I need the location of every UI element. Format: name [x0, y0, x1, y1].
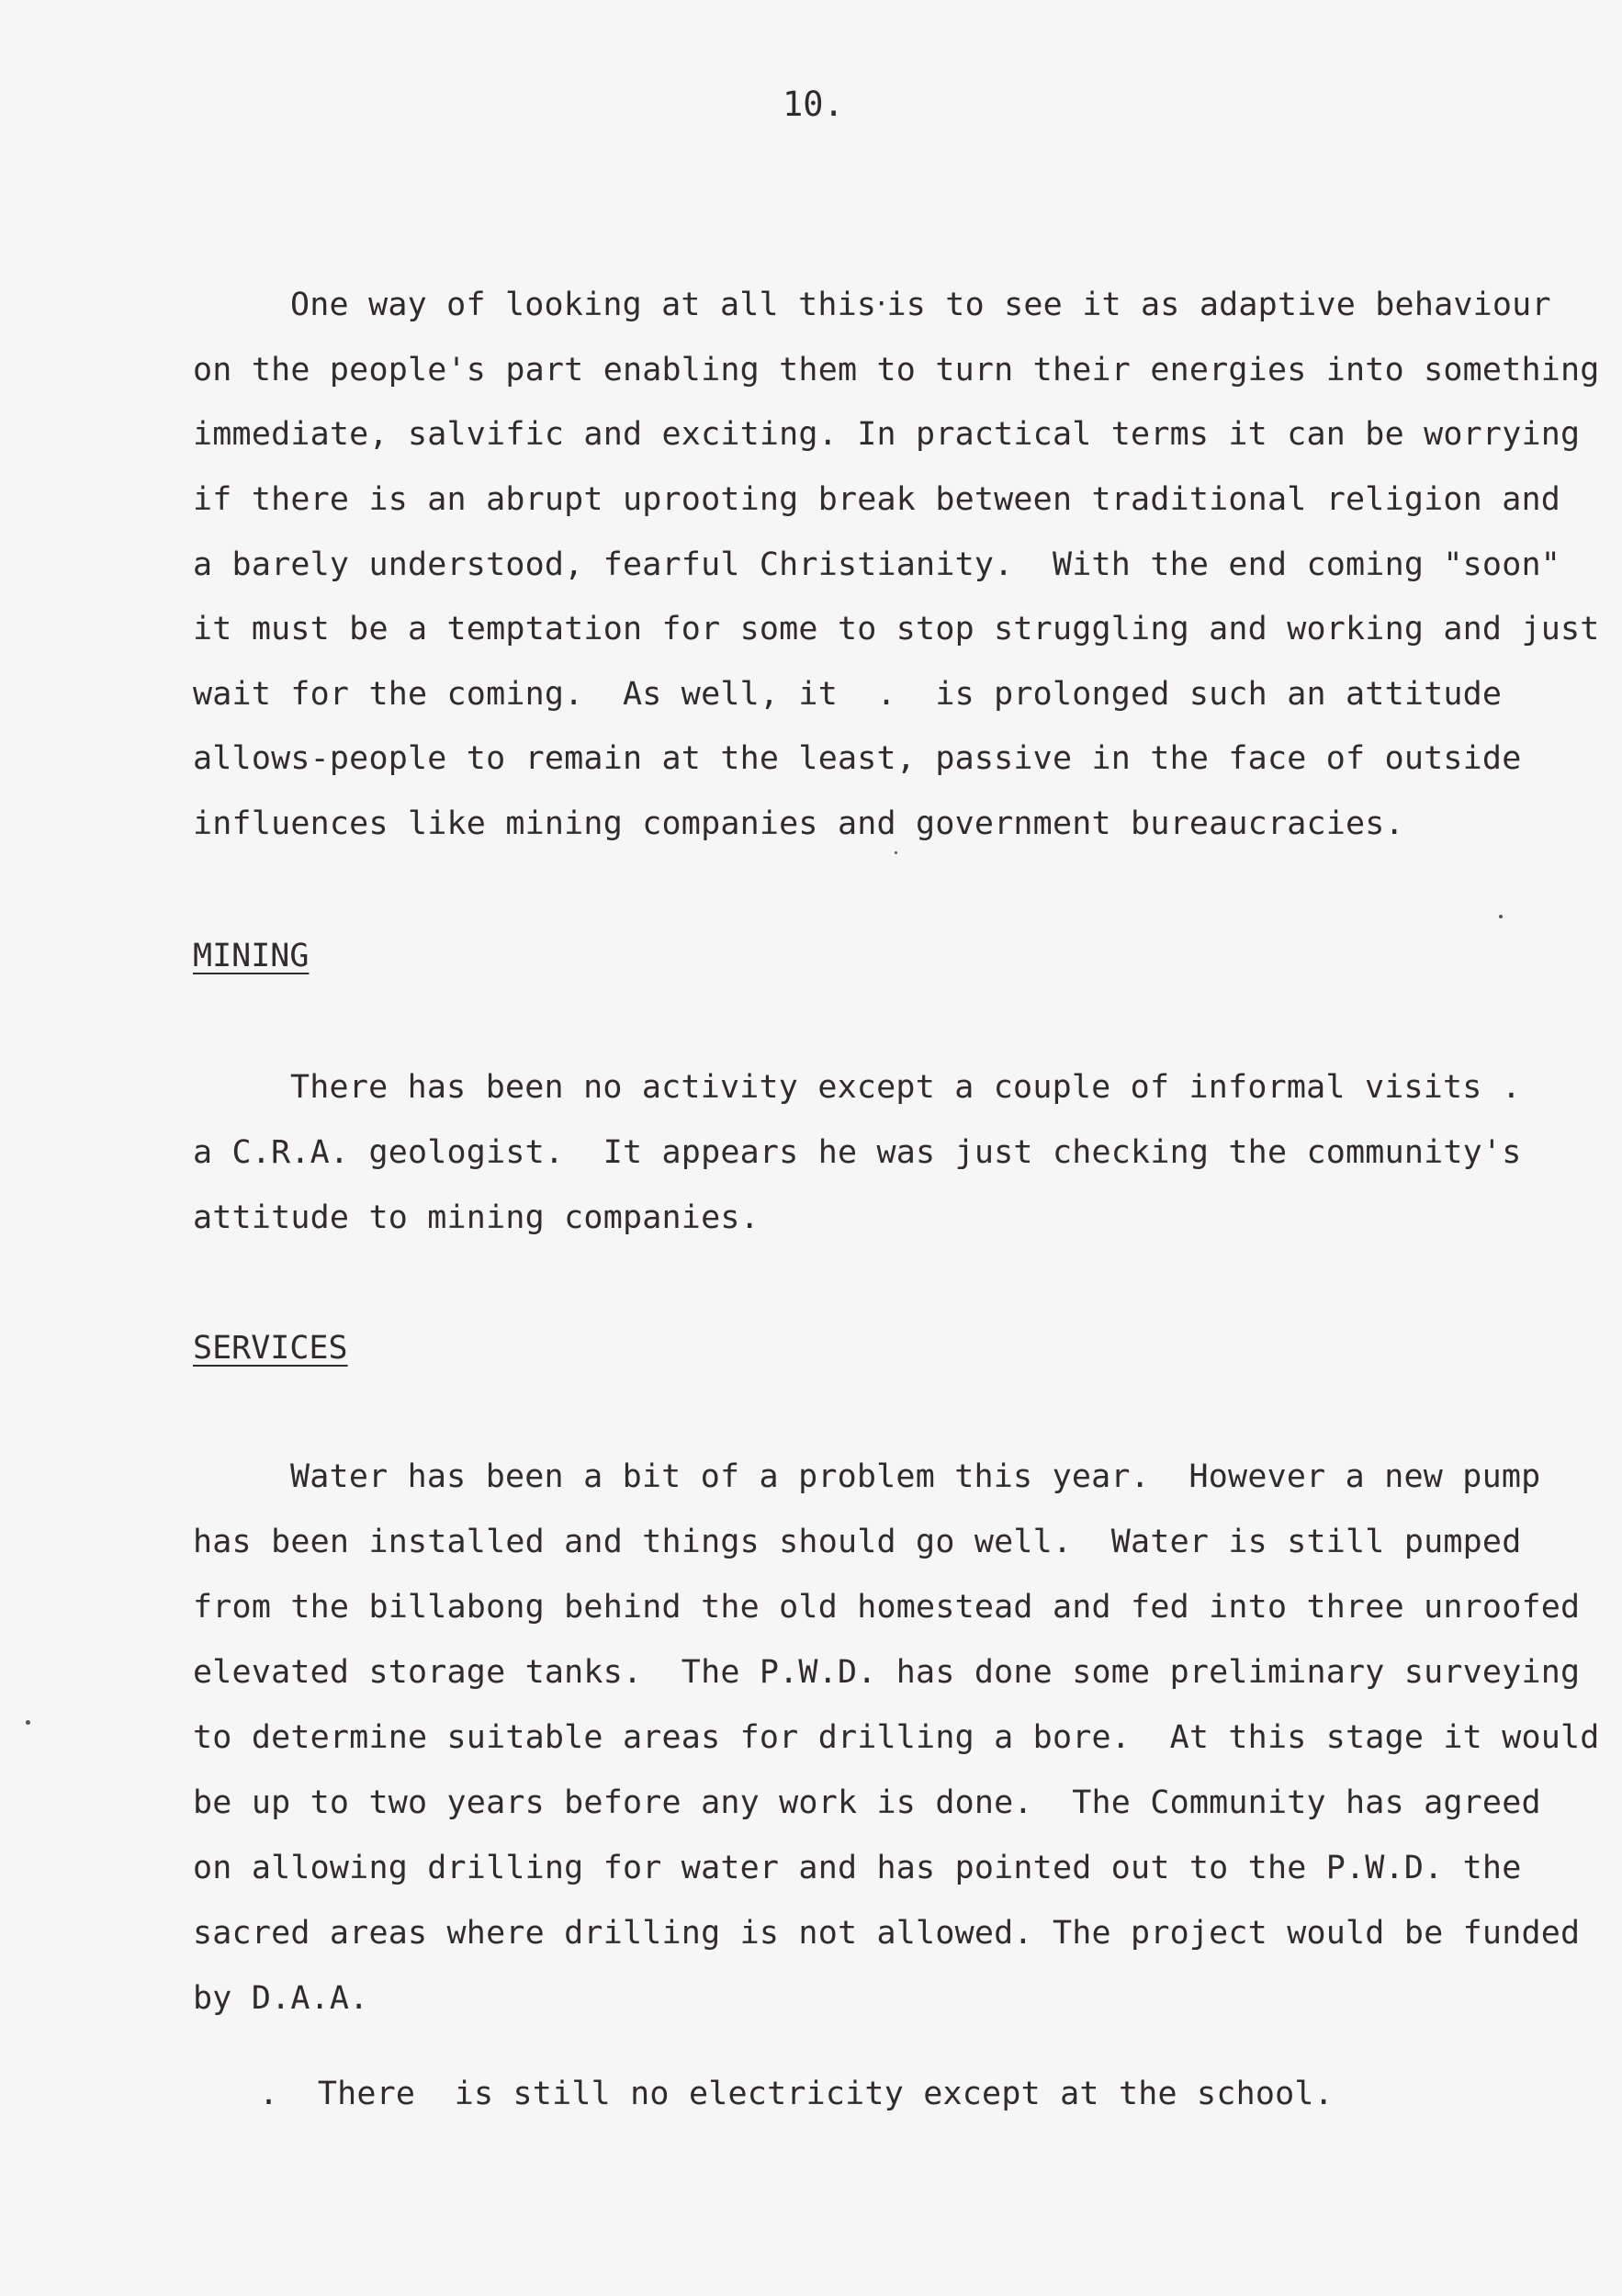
text-line: One way of looking at all this‧is to see it as adaptive behaviour: [290, 287, 1551, 323]
text-line: a barely understood, fearful Christianity. With the end coming "soon": [193, 546, 1561, 583]
paper-speck: [895, 851, 897, 854]
text-line: has been installed and things should go well. Water is still pumped: [193, 1524, 1522, 1560]
text-line: wait for the coming. As well, it . is prolonged such an attitude: [193, 676, 1503, 713]
paragraph-electricity: . There is still no electricity except at the school.: [259, 2076, 1334, 2112]
text-line: by D.A.A.: [193, 1980, 369, 2017]
text-line: on allowing drilling for water and has pointed out to the P.W.D. the: [193, 1850, 1522, 1886]
text-line: allows-people to remain at the least, passive in the face of outside: [193, 740, 1522, 777]
text-line: a C.R.A. geologist. It appears he was just checking the community's: [193, 1134, 1522, 1171]
text-line: be up to two years before any work is done. The Community has agreed: [193, 1784, 1541, 1821]
text-line: it must be a temptation for some to stop struggling and working and just: [193, 611, 1600, 647]
text-line: from the billabong behind the old homestead and fed into three unroofed: [193, 1589, 1581, 1626]
text-line: influences like mining companies and government bureaucracies.: [193, 805, 1404, 842]
text-line: There has been no activity except a couple of informal visits .: [290, 1069, 1522, 1106]
text-line: attitude to mining companies.: [193, 1199, 760, 1236]
page-number: 10.: [783, 84, 844, 124]
text-line: immediate, salvific and exciting. In practical terms it can be worrying: [193, 416, 1581, 453]
text-line: on the people's part enabling them to turn their energies into something: [193, 352, 1600, 388]
text-line: elevated storage tanks. The P.W.D. has done some preliminary surveying: [193, 1654, 1581, 1691]
text-line: if there is an abrupt uprooting break between traditional religion and: [193, 481, 1561, 518]
paper-speck: [1499, 915, 1503, 918]
paper-speck: [26, 1720, 30, 1725]
heading-services: SERVICES: [193, 1330, 348, 1367]
text-line: sacred areas where drilling is not allowed. The project would be funded: [193, 1915, 1581, 1952]
heading-mining: MINING: [193, 938, 310, 974]
text-line: Water has been a bit of a problem this year. However a new pump: [290, 1458, 1541, 1495]
text-line: to determine suitable areas for drilling a bore. At this stage it would: [193, 1719, 1600, 1756]
